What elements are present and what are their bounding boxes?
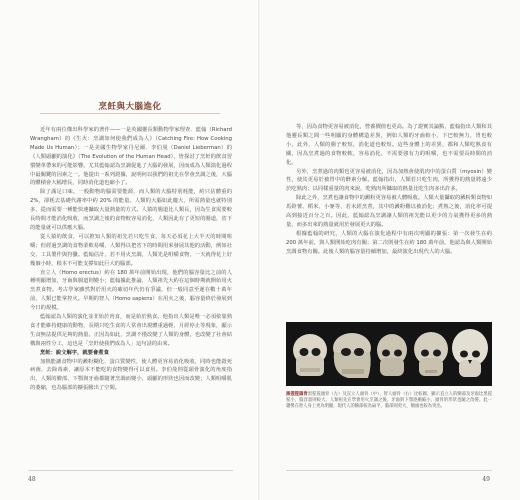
- skull-comparison-photo: [286, 322, 492, 386]
- ape-skull: [333, 333, 371, 378]
- left-body-text: [30, 126, 232, 393]
- right-page: [260, 0, 520, 500]
- title-rule: [40, 113, 220, 114]
- page-number: 49: [482, 476, 490, 483]
- chimpanzee-skull: [293, 334, 327, 376]
- body-paragraph: 近年有兩位傑出科學家的著作——一是英國靈長類動物學家理查．藍翰（Richard Wrangham）的《生火：烹調如何使我們成為人》（Catching Fire: How Cooking Made Us Human）；一是美國生物學家丹尼爾．李伯曼（Daniel Lieberman）的《人類頭顱的演化》（The Evolution of the Human Head），皆探討了烹飪的飲食習慣變革帶來的可能影響。尤其藍翰認為烹調促進了大腦的發展，因而成為人類演化過程中最關鍵的因素之一。他提出一系列證據，說明何以我們的祖先在學會烹調之後，大腦的體積會大幅增長，同時消化道也縮小了。: [30, 127, 232, 187]
- right-body-text: [286, 123, 492, 257]
- page-number: 48: [28, 476, 36, 483]
- body-paragraph: 直立人（Homo erectus）約在 180 萬年前開始出現，他們的腦容量比之前的人種明顯增加，牙齒與腸道則變小；藍翰據此推論，人類祖先大約在這個時期就開始用火烹煮食物。考古學家雖然對於用火的確切年代仍有爭議，但一般同意至遲在數十萬年前，人類已能掌控火。早期的智人（Homo sapiens）在用火之後，腦容量終於發展到今日的規模。: [30, 269, 232, 312]
- body-paragraph: 加熱能讓食物中的澱粉糊化、蛋白質變性，使人體更容易消化吸收，同時也能殺死病菌、去除毒素，讓原本不能吃的食物變得可以食用。李伯曼則從頭骨演化的角度指出，人類的臉部、下顎與牙齒都隨著烹調而變小，頭顱的形狀也因而改變；人類咀嚼肌的萎縮，也為腦部的擴張騰出了空間。: [30, 358, 232, 392]
- caption-lead: 黑猩猩頭骨: [286, 392, 308, 397]
- body-paragraph: 除了滿足口味，一般動物的腦需要能源，而人類的大腦特別耗能，約只佔體重的 2%，卻耗去基礎代謝率中約 20% 的能量。人類的大腦如此龐大，所需熱量也就特別多，從而需要一種能快速攝取大量熱量的方式。人猿的腸道比人類長，因為生食需要較長時間才能消化吸收，而烹調之後的食物較容易消化，人類因此有了更短的腸道，省下的能量就可以供應大腦。: [30, 189, 232, 231]
- footer-rule: [286, 470, 492, 471]
- section-highlight: 烹飪：說文解字，就要會煮食: [40, 349, 109, 356]
- body-paragraph: 等，因為食物更容易被消化，營養價值也更高。為了證實其論點，藍翰指出人類和其他靈長類之間一些明顯的身體構造差異，例如人類的牙齒較小、下巴較無力，胃也較小，此外，人類的腸子較短，消化道也較短。這些身體上的差異，都和人類吃熟食有關，因為烹煮過的食物較軟，容易消化，不需要強有力的咀嚼，也不需要長時間的消化。: [286, 124, 492, 166]
- body-paragraph: 根據藍翰的研究，人類的大腦在演化過程中有兩次明顯的擴張：第一次發生在約 200 萬年前，與人類開始吃肉有關；第二次則發生在約 180 萬年前，他認為與人類開始烹調食物有關。此後人類的腦容量持續增加，最終演化出現代人的大腦。: [286, 230, 492, 255]
- sapiens-skull: [452, 329, 488, 377]
- body-paragraph: 另外，烹煮過的肉類也更容易被消化，因為加熱會使肌肉中的蛋白質（myosin）變性，使其更易於被胃中的酵素分解。藍翰指出，人類若只吃生肉，所獲得的熱量將遠少於吃熟肉；以同樣重量的肉來說，吃熟肉所攝取的熱量比吃生肉多出許多。: [286, 168, 492, 193]
- caption-text: 黑猩猩頭骨（左）及直立人頭骨（中）、智人頭骨（右）比較圖，顯示直立人的臉部及牙齒比黑猩猩小，腦容量則較大。人類祖先在學會用火烹調之後，牙齒與下顎逐漸縮小，頭骨的形狀也隨之改變。此一趨勢在智人身上更為明顯，現代人的臉部較為扁平，腦部則更大，額頭也較為突出。: [286, 392, 492, 410]
- figure-caption: [286, 392, 492, 411]
- chapter-title: 烹飪與大腦進化: [98, 102, 162, 112]
- body-paragraph: 從人猿的飲食，可以推知人類的祖先若只吃生食，每天必須花上大半天的時間咀嚼；但經過烹調的食物柔軟易嚼，人類得以把省下的時間用來發展其他的活動，例如社交、工具製作與狩獵。藍翰估計，若不用火烹調，人類光是咀嚼食物，一天就得花上好幾個小時，根本不可能支撐如此巨大的腦部。: [30, 233, 232, 267]
- erectus-skull: [414, 332, 448, 376]
- footer-rule: [28, 470, 233, 471]
- early-human-skull: [377, 334, 407, 376]
- body-paragraph: 藍翰認為人類的演化並非始於肉食，而是始於熟食。他指出人類是唯一必須依靠熟食才能維持健康的動物，長期只吃生食的人常會出現體重過輕、月經停止等現象，顯示生食無法提供足夠的熱量。正因為如此，烹調不僅改變了人類的身體，也改變了社會結構與兩性分工，這也是「烹飪使我們成為人」這句話的由來。: [30, 314, 232, 347]
- body-paragraph: 除此之外，烹煮也讓食物中的澱粉更容易被人體吸收。人類大量攝取的澱粉類食物如馬鈴薯、稻米、小麥等，若未經烹煮，其中的澱粉難以被消化；煮熟之後，消化率可提高到接近百分之百。因此，藍翰認為烹調讓人類的祖先能以更少的力氣獲得更多的熱量，而多出來的熱量就用於發展更大的腦。: [286, 195, 492, 228]
- skulls-illustration: [286, 322, 492, 386]
